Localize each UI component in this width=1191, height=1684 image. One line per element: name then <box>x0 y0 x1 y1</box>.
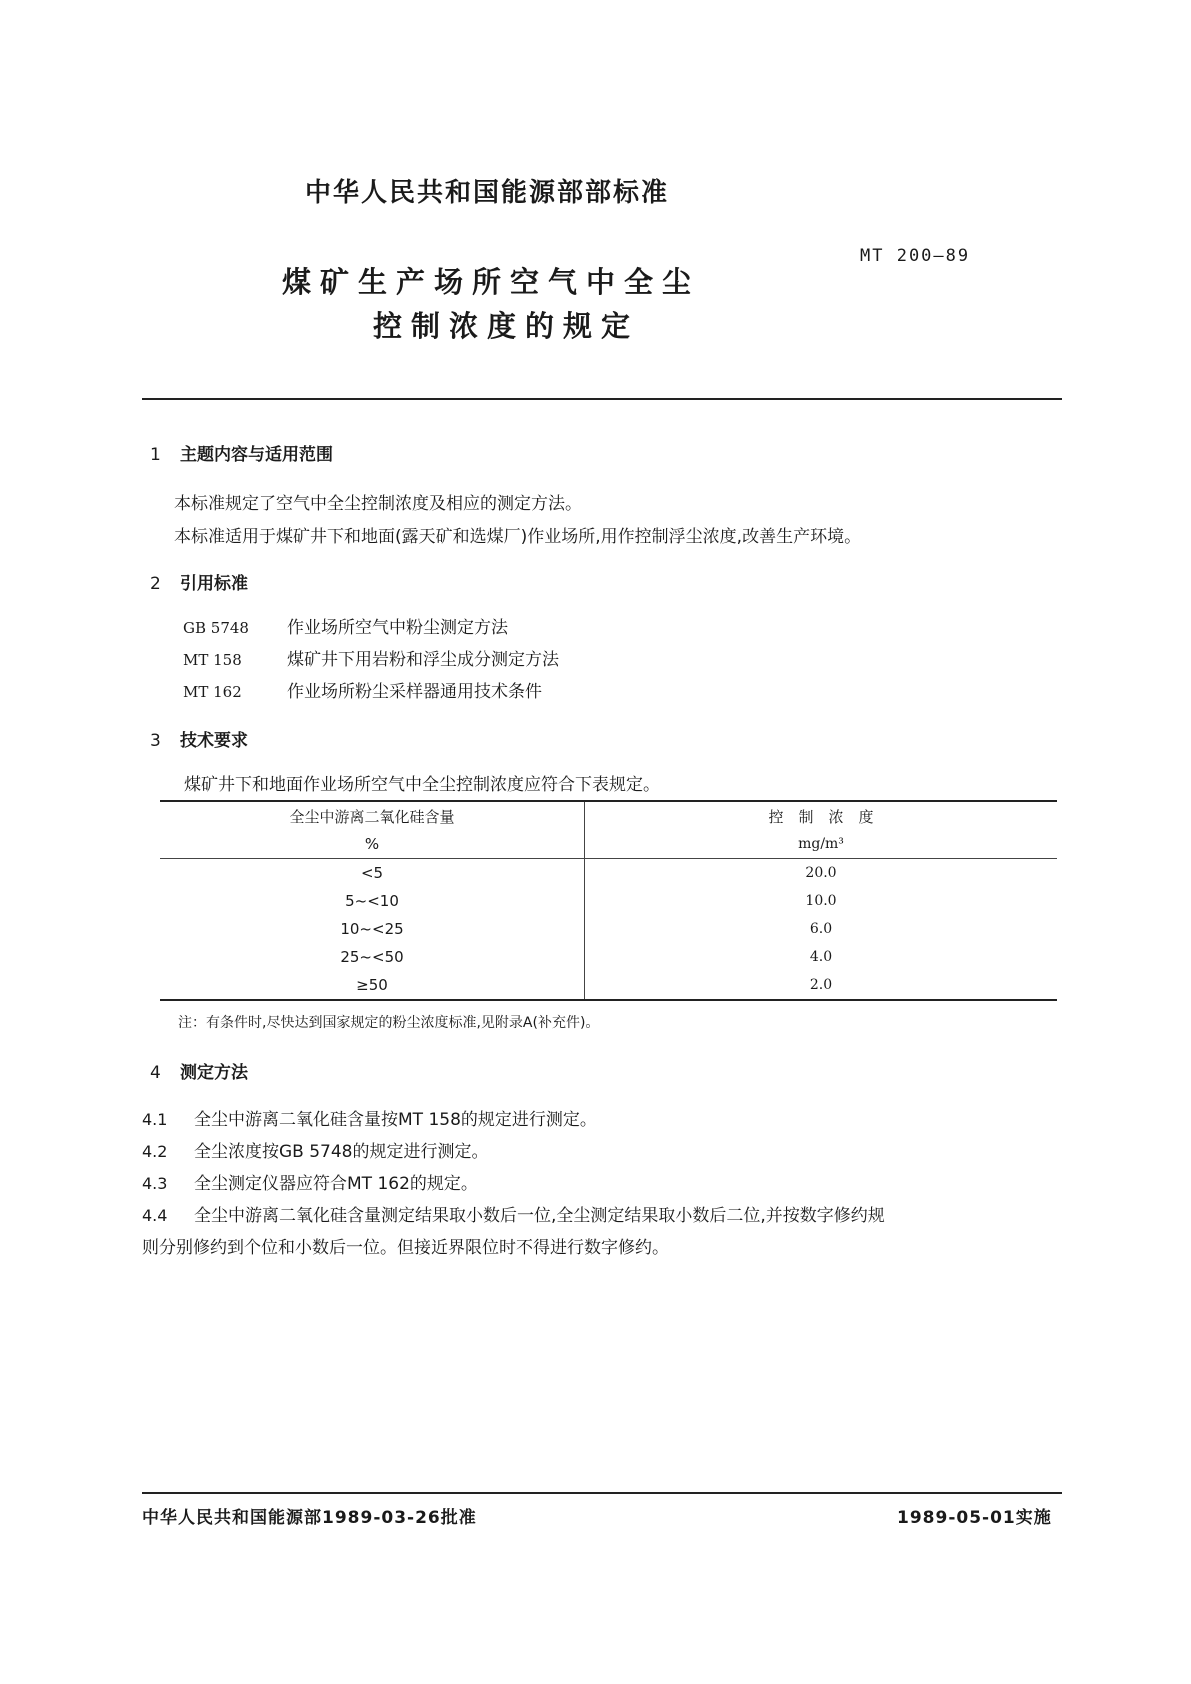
clause-item <box>142 1137 489 1162</box>
section-title: 主题内容与适用范围 <box>180 445 333 465</box>
section-title: 技术要求 <box>180 731 248 751</box>
col1-header: 全尘中游离二氧化硅含量 <box>160 801 585 830</box>
clause-item <box>142 1169 478 1194</box>
section-1-paragraph-1: 本标准规定了空气中全尘控制浓度及相应的测定方法。 <box>174 494 582 514</box>
reference-item <box>183 677 542 702</box>
col2-unit: mg/m³ <box>585 830 1058 859</box>
reference-title: 作业场所空气中粉尘测定方法 <box>287 618 508 638</box>
silica-range: 25~<50 <box>160 943 585 971</box>
clause-text: 全尘测定仪器应符合MT 162的规定。 <box>194 1174 478 1194</box>
document-title-line1: 煤矿生产场所空气中全尘 <box>282 265 701 299</box>
dust-concentration-table <box>160 800 1057 1001</box>
table-unit-row <box>160 830 1057 859</box>
clause-number: 4.2 <box>142 1142 168 1161</box>
clause-continuation: 则分别修约到个位和小数后一位。但接近界限位时不得进行数字修约。 <box>142 1238 669 1258</box>
clause-text: 全尘浓度按GB 5748的规定进行测定。 <box>194 1142 489 1162</box>
table-note: 注：有条件时,尽快达到国家规定的粉尘浓度标准,见附录A(补充件)。 <box>178 1015 600 1031</box>
silica-range: <5 <box>160 859 585 888</box>
section-number: 4 <box>150 1063 161 1083</box>
clause-number: 4.4 <box>142 1206 168 1225</box>
clause-number: 4.3 <box>142 1174 168 1193</box>
reference-title: 作业场所粉尘采样器通用技术条件 <box>287 682 542 702</box>
silica-range: 5~<10 <box>160 887 585 915</box>
clause-item <box>142 1201 885 1226</box>
concentration-limit: 10.0 <box>805 893 837 909</box>
silica-range: 10~<25 <box>160 915 585 943</box>
reference-item <box>183 613 508 638</box>
table-row <box>160 915 1057 943</box>
col2-header: 控 制 浓 度 <box>768 807 874 826</box>
concentration-limit: 6.0 <box>809 921 833 937</box>
table-row <box>160 971 1057 1000</box>
clause-text: 全尘中游离二氧化硅含量测定结果取小数后一位,全尘测定结果取小数后二位,并按数字修约规 <box>194 1206 885 1226</box>
table-row <box>160 943 1057 971</box>
section-title: 引用标准 <box>180 574 248 594</box>
section-3-heading <box>150 726 248 751</box>
clause-number: 4.1 <box>142 1110 168 1129</box>
section-number: 3 <box>150 731 161 751</box>
section-number: 1 <box>150 445 161 465</box>
concentration-limit: 4.0 <box>809 949 833 965</box>
clause-text: 全尘中游离二氧化硅含量按MT 158的规定进行测定。 <box>194 1110 597 1130</box>
top-divider <box>142 398 1062 400</box>
effective-date: 1989-05-01实施 <box>897 1508 1052 1528</box>
reference-item <box>183 645 559 670</box>
table-row <box>160 887 1057 915</box>
table-header-row <box>160 801 1057 830</box>
section-title: 测定方法 <box>180 1063 248 1083</box>
section-1-paragraph-2: 本标准适用于煤矿井下和地面(露天矿和选煤厂)作业场所,用作控制浮尘浓度,改善生产环境。 <box>174 527 862 547</box>
approval-statement: 中华人民共和国能源部1989-03-26批准 <box>142 1508 477 1528</box>
concentration-limit: 2.0 <box>809 977 833 993</box>
clause-item <box>142 1105 597 1130</box>
silica-range: ≥50 <box>160 971 585 1000</box>
section-number: 2 <box>150 574 161 594</box>
issuing-organization: 中华人民共和国能源部部标准 <box>305 178 670 208</box>
reference-title: 煤矿井下用岩粉和浮尘成分测定方法 <box>287 650 559 670</box>
table-row <box>160 859 1057 888</box>
section-2-heading <box>150 569 248 594</box>
reference-code: GB 5748 <box>183 619 249 637</box>
reference-code: MT 158 <box>183 651 242 669</box>
standard-number: MT 200—89 <box>860 246 971 266</box>
bottom-divider <box>142 1492 1062 1494</box>
reference-code: MT 162 <box>183 683 242 701</box>
section-4-heading <box>150 1058 248 1083</box>
document-title-line2: 控制浓度的规定 <box>373 309 640 343</box>
concentration-limit: 20.0 <box>805 865 837 881</box>
section-3-intro: 煤矿井下和地面作业场所空气中全尘控制浓度应符合下表规定。 <box>184 775 660 795</box>
col1-unit: % <box>160 830 585 859</box>
section-1-heading <box>150 440 333 465</box>
